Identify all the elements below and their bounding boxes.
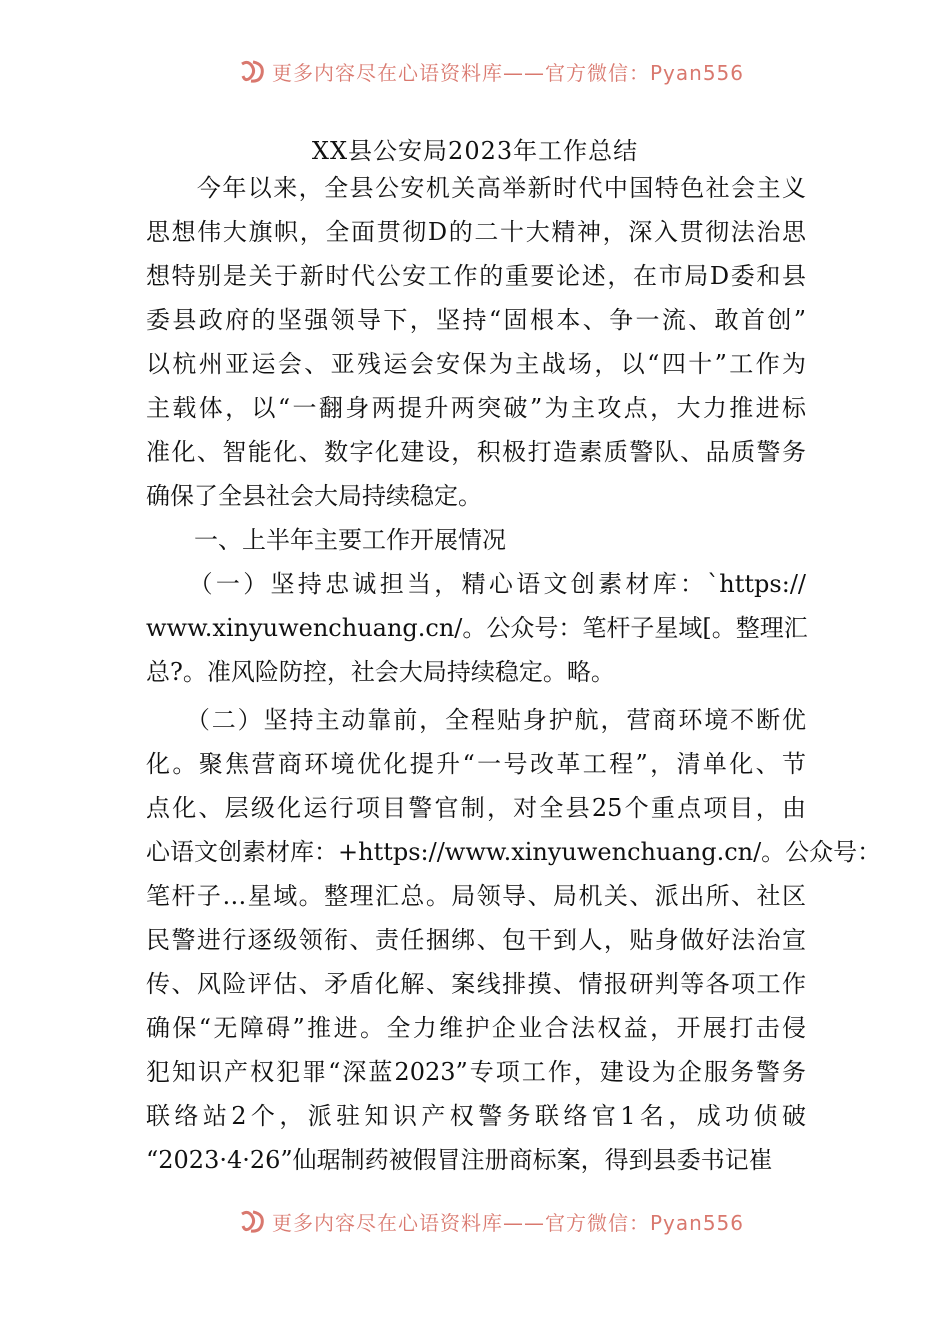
text-line: www.xinyuwenchuang.cn/。公众号：笔杆子星域[。整理汇 [146,614,808,642]
text-line: 准化、智能化、数字化建设，积极打造素质警队、品质警务 [146,438,806,466]
text-line: 传、风险评估、矛盾化解、案线排摸、情报研判等各项工作 [146,970,806,998]
text-line: 今年以来，全县公安机关高举新时代中国特色社会主义 [146,174,806,202]
stylized-logo-icon [238,58,268,84]
stylized-logo-icon [238,1208,268,1234]
text-line: “2023·4·26”仙琚制药被假冒注册商标案，得到县委书记崔 [146,1146,773,1174]
text-line: 点化、层级化运行项目警官制，对全县25个重点项目，由 [146,794,806,822]
text-line: 联络站2个，派驻知识产权警务联络官1名，成功侦破 [146,1102,806,1130]
watermark-banner-top [0,56,950,84]
text-line: 主载体，以“一翻身两提升两突破”为主攻点，大力推进标 [146,394,806,422]
text-line: 化。聚焦营商环境优化提升“一号改革工程”，清单化、节 [146,750,806,778]
paragraph-one [146,562,806,694]
text-line: 思想伟大旗帜，全面贯彻D的二十大精神，深入贯彻法治思 [146,218,806,246]
text-line: 民警进行逐级领衔、责任捆绑、包干到人，贴身做好法治宣 [146,926,806,954]
watermark-text: 更多内容尽在心语资料库——官方微信：Pyan556 [272,61,745,85]
document-title: XX县公安局2023年工作总结 [311,137,639,165]
text-line: 以杭州亚运会、亚残运会安保为主战场，以“四十”工作为 [146,350,806,378]
text-line: 心语文创素材库：+https://www.xinyuwenchuang.cn/。公众号： [146,838,882,866]
text-line: 想特别是关于新时代公安工作的重要论述，在市局D委和县 [146,262,806,290]
text-line: （一）坚持忠诚担当，精心语文创素材库：`https:// [146,570,806,598]
watermark-text: 更多内容尽在心语资料库——官方微信：Pyan556 [272,1211,745,1235]
text-line: 确保“无障碍”推进。全力维护企业合法权益，开展打击侵 [146,1014,806,1042]
text-line: 确保了全县社会大局持续稳定。 [146,482,482,510]
text-line: 委县政府的坚强领导下，坚持“固根本、争一流、敢首创” [146,306,806,334]
section-heading: 一、上半年主要工作开展情况 [146,526,506,554]
text-line: 笔杆子…星域。整理汇总。局领导、局机关、派出所、社区 [146,882,806,910]
watermark-banner-bottom [0,1206,950,1234]
text-line: 犯知识产权犯罪“深蓝2023”专项工作，建设为企服务警务 [146,1058,806,1086]
intro-paragraph [146,166,806,518]
text-line: （二）坚持主动靠前，全程贴身护航，营商环境不断优 [146,706,806,734]
paragraph-two [146,698,882,1182]
text-line: 总?。准风险防控，社会大局持续稳定。略。 [146,658,615,686]
